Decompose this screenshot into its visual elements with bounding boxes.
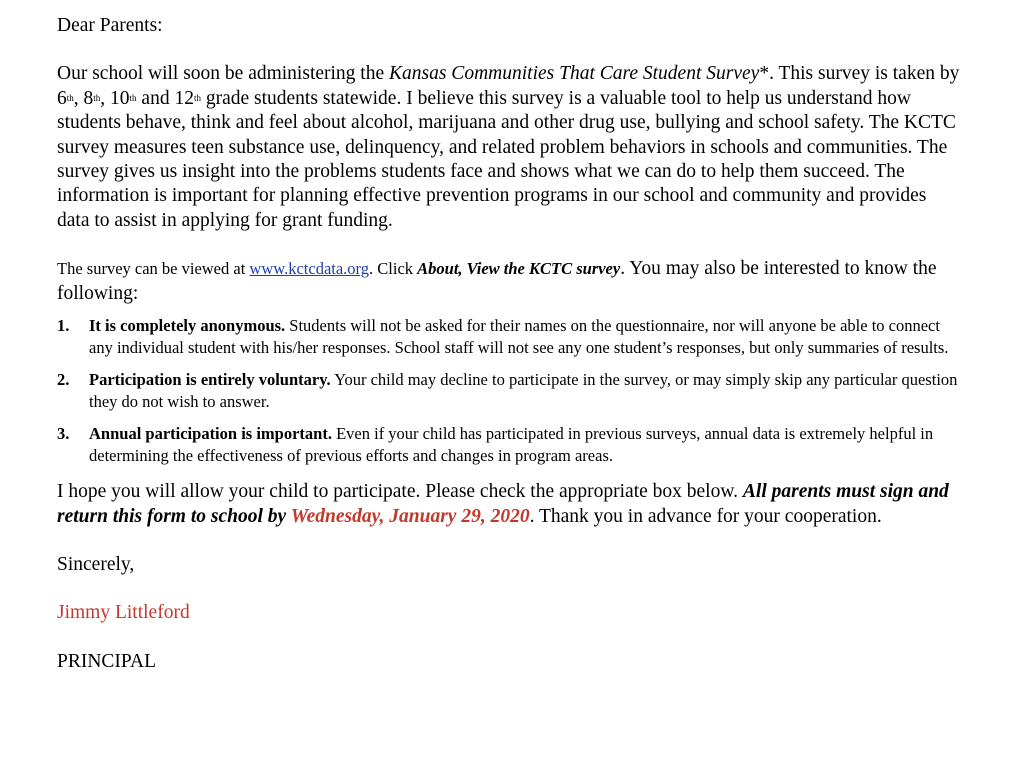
superscript-th-2: th [93, 92, 101, 103]
points-list [57, 315, 962, 467]
closing-text-1: I hope you will allow your child to participate. Please check the appropriate box below. [57, 481, 743, 503]
list-item-text: Students will not be asked for their names on the questionnaire, nor will anyone be able to connect any individual student with his/her responses. School staff will not see any one student’s responses, but only summaries of results. [89, 316, 949, 358]
survey-info-text-3: . You may also be interested to know the following: [57, 258, 937, 305]
survey-name: Kansas Communities That Care Student Survey [389, 63, 760, 85]
intro-text-2: *. This survey is taken by 6 [57, 63, 960, 109]
signer-title: PRINCIPAL [57, 650, 156, 672]
intro-text-3: , 8 [73, 87, 94, 109]
survey-info-paragraph [57, 257, 962, 307]
signer-name: Jimmy Littleford [57, 602, 190, 624]
superscript-th-3: th [129, 92, 137, 103]
superscript-th-1: th [66, 92, 74, 103]
closing-text-2: . Thank you in advance for your cooperation. [529, 505, 882, 527]
list-item-number: 1. [57, 316, 70, 336]
letter-page [57, 14, 962, 674]
greeting: Dear Parents: [57, 15, 163, 36]
intro-text-4: , 10 [100, 87, 130, 109]
intro-paragraph [57, 62, 962, 233]
superscript-th-4: th [193, 92, 201, 103]
intro-text-1: Our school will soon be administering the [57, 63, 389, 85]
list-item-number: 3. [57, 424, 70, 444]
intro-text-6: grade students statewide. I believe this survey is a valuable tool to help us understand how students behave, think and feel about alcohol, marijuana and other drug use, bullying and school safety. The KCTC survey measures teen substance use, delinquency, and related problem behaviors in schools and communities. The survey gives us insight into the problems students face and shows what we can do to help them succeed. The information is important for planning effective prevention programs in our school and community and provides data to assist in applying for grant funding. [57, 87, 956, 231]
list-item-heading: Annual participation is important. [89, 424, 332, 444]
deadline-date: Wednesday, January 29, 2020 [290, 505, 530, 527]
list-item-number: 2. [57, 370, 70, 390]
survey-info-text-1: The survey can be viewed at [57, 259, 250, 279]
list-item-text: Your child may decline to participate in the survey, or may simply skip any particular question they do not wish to answer. [89, 370, 958, 412]
list-item-heading: Participation is entirely voluntary. [89, 370, 331, 390]
kctc-link[interactable]: www.kctcdata.org [249, 259, 370, 279]
list-item [57, 369, 962, 413]
closing-emphasis: All parents must sign and return this form to school by [57, 481, 949, 527]
sign-off: Sincerely, [57, 554, 135, 576]
intro-text-5: and 12 [136, 87, 194, 109]
list-item [57, 315, 962, 359]
list-item-heading: It is completely anonymous. [89, 316, 286, 336]
closing-paragraph [57, 480, 962, 529]
list-item [57, 423, 962, 467]
survey-instruction: About, View the KCTC survey [417, 259, 621, 279]
survey-info-text-2: . Click [369, 259, 418, 279]
list-item-text: Even if your child has participated in previous surveys, annual data is extremely helpful in determining the effectiveness of previous efforts and changes in program areas. [89, 424, 934, 466]
